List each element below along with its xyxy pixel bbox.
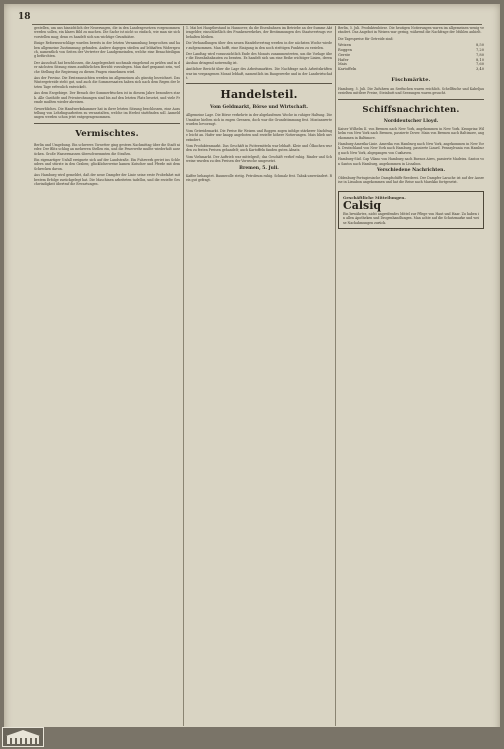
- paragraph: Vom Getreidemarkt. Die Preise für Weizen und Roggen zogen infolge stärkerer Nachfrage leicht an. Hafer war knapp angeboten und erzielte höhere Notierungen. Mais blieb unverändert.: [186, 128, 332, 142]
- paragraph: Berlin, 5. Juli. Produktenbörse. Die heutigen Notierungen waren im allgemeinen wenig verändert. Das Angebot in Weizen war gering, während die Nachfrage der Mühlen anhielt.: [338, 26, 484, 35]
- price-row: [338, 67, 484, 72]
- ad-label: Geschäftliche Mitteilungen.: [343, 194, 406, 200]
- price-value: 7,20: [475, 48, 484, 53]
- top-rule: [32, 24, 482, 25]
- price-item: Mais: [338, 62, 347, 67]
- paragraph: Hamburg, 5. Juli. Die Zufuhren an Seefischen waren reichlich. Schellfische und Kabeljau erzielten mittlere Preise, Steinbutt und Seezungen waren gesucht.: [338, 87, 484, 96]
- paragraph: Berlin und Umgebung. Ein schweres Unwetter ging gestern Nachmittag über die Stadt nieder. Der Blitz schlug an mehreren Stellen ein, und die Feuerwehr mußte wiederholt ausrücken. Große Wassermassen überschwemmten die Straßen.: [34, 142, 180, 156]
- column-2: [186, 26, 332, 726]
- paragraph: Die Tagespreise für Getreide sind:: [338, 36, 394, 41]
- paragraph: Hamburg-Süd. Cap Vilano von Hamburg nach Buenos Aires, passierte Madeira. Santos von Santos nach Hamburg, angekommen in Lissabon.: [338, 157, 484, 166]
- advertisement-box: [338, 191, 484, 229]
- ad-title: Calsiq: [343, 198, 382, 212]
- section-subheading: Verschiedene Nachrichten.: [376, 168, 446, 174]
- price-list: [338, 43, 484, 72]
- paragraph: 1. Mai bei Hauptbestand in Hannover, da die Eisenbahnen im Betriebe an der Summe Aktiengelder, einschließlich des Frankenverkehrs, der Bestimmungen des Staatsvertrags vorbehalten bleiben.: [186, 26, 332, 39]
- section-heading-fischmaerkte: Fischmärkte.: [391, 77, 431, 83]
- paragraph: Allgemeine Lage. Die Börse verkehrte in der abgelaufenen Woche in ruhiger Haltung. Die Umsätze hielten sich in engen Grenzen, doch war die Grundstimmung fest. Montanwerte wurden bevorzugt.: [186, 113, 332, 127]
- price-value: 8,50: [475, 43, 484, 48]
- page-number: 18: [18, 12, 31, 22]
- section-subheading: Norddeutscher Lloyd.: [383, 118, 439, 124]
- paragraph: Hamburg-Amerika-Linie. Amerika von Hamburg nach New York, angekommen in New York. Deutschland von New York nach Hamburg, passierte Lizard. Pennsylvania von Hamburg nach New York, abgegangen von Cuxhaven.: [338, 142, 484, 155]
- paragraph: Die Verhandlungen über den neuen Handelsvertrag werden in der nächsten Woche wieder aufgenommen. Man hofft, eine Einigung in den noch strittigen Punkten zu erzielen.: [186, 41, 332, 50]
- paragraph: Aus der Provinz. Die Ernteaussichten werden im allgemeinen als günstig bezeichnet. Das Wintergetreide steht gut, und auch die Sommersaaten haben sich nach dem Regen der letzten Tage erfreulich entwickelt.: [34, 76, 180, 89]
- price-value: 8,10: [475, 57, 484, 62]
- paragraph: Vom Produktenmarkt. Das Geschäft in Futtermitteln war lebhaft. Kleie und Ölkuchen wurden zu festen Preisen gehandelt; auch Kartoffeln fanden guten Absatz.: [186, 143, 332, 153]
- price-value: 7,60: [475, 62, 484, 67]
- price-item: Weizen: [338, 43, 352, 48]
- price-item: Gerste: [338, 52, 351, 57]
- paragraph: Oldenburg-Portugiesische Dampfschiffs-Reederei. Der Dampfer Larache ist auf der Ausreise in Lissabon angekommen und hat die Reise nach Marokko fortgesetzt.: [338, 176, 484, 185]
- library-building-icon: [2, 727, 44, 747]
- column-rule: [335, 26, 336, 726]
- paragraph: Kaffee behauptet. Baumwolle stetig. Petroleum ruhig. Schmalz fest. Tabak unverändert. Reis gut gefragt.: [186, 173, 332, 182]
- paragraph: Gewerbliches. Die Handwerkskammer hat in ihrer letzten Sitzung beschlossen, eine Ausstellung von Lehrlingsarbeiten zu veranstalten, welche im Herbst stattfinden soll. Anmeldungen werden schon jetzt entgegengenommen.: [34, 106, 180, 120]
- price-value: 7,80: [475, 52, 484, 57]
- paragraph: Der Ausschuß hat beschlossen, die Angelegenheit nochmals eingehend zu prüfen und in der nächsten Sitzung einen ausführlichen Bericht vorzulegen. Man darf gespannt sein, welche Stellung die Regierung zu diesen Fragen einnehmen wird.: [34, 60, 180, 74]
- section-divider: [338, 99, 484, 100]
- newspaper-page: [4, 4, 500, 745]
- paragraph: Aus dem Erzgebirge. Der Besuch der Sommerfrischen ist in diesem Jahre besonders stark. Alle Gasthöfe und Privatwohnungen sind bis auf den letzten Platz besetzt, und viele Fremde mußten wieder abreisen.: [34, 91, 180, 105]
- paragraph: Ein eigenartiger Unfall ereignete sich auf der Landstraße. Ein Fuhrwerk geriet ins Schleudern und stürzte in den Graben; glücklicherweise kamen Kutscher und Pferde mit dem Schrecken davon.: [34, 157, 180, 171]
- paragraph: gestellen, um uns hinsichtlich der Neuerungen, die in den Landesgesetzen vorgenommen werden sollen, ein klares Bild zu machen. Die Sache ist nicht so einfach, wie man sie sich vorstellen mag; denn es handelt sich um wichtige Grundsätze.: [34, 26, 180, 39]
- section-heading-handelsteil: Handelsteil.: [220, 88, 298, 102]
- price-value: 3,40: [475, 67, 484, 72]
- column-rule: [183, 26, 184, 726]
- section-heading-schiffsnachrichten: Schiffsnachrichten.: [362, 104, 460, 115]
- paragraph: Amtlicher Bericht über die Lage des Arbeitsmarktes. Die Nachfrage nach Arbeitskräften war im vergangenen Monat lebhaft, namentlich im Baugewerbe und in der Landwirtschaft.: [186, 67, 332, 81]
- paragraph: Der Landtag wird voraussichtlich Ende des Monats zusammentreten, um die Vorlage über die Eisenbahnbauten zu beraten. Es handelt sich um eine Reihe wichtiger Linien, deren Ausbau dringend notwendig ist.: [186, 52, 332, 65]
- price-item: Hafer: [338, 57, 349, 62]
- dateline: Bremen, 5. Juli.: [239, 165, 279, 171]
- paragraph: Vom Viehmarkt. Der Auftrieb war mittelgroß; das Geschäft verlief ruhig. Rinder und Schweine wurden zu den Preisen der Vorwoche umgesetzt.: [186, 154, 332, 164]
- paragraph: Kaiser Wilhelm II. von Bremen nach New York, angekommen in New York. Kronprinz Wilhelm von New York nach Bremen, passierte Dover. Main von Bremen nach Baltimore, angekommen in Baltimore.: [338, 126, 484, 140]
- column-3: [338, 26, 484, 726]
- viewer-bottom-strip: [0, 727, 504, 749]
- paragraph: Einige Reformvorschläge wurden bereits in der letzten Versammlung besprochen und haben allgemeine Zustimmung gefunden. Andere dagegen stießen auf lebhaften Widerspruch, namentlich von Seiten der Vertreter der Landgemeinden, welche eine Benachteiligung befürchten.: [34, 41, 180, 59]
- price-item: Roggen: [338, 48, 352, 53]
- section-divider: [34, 123, 180, 124]
- section-divider: [186, 83, 332, 84]
- section-heading-vermischtes: Vermischtes.: [75, 128, 139, 139]
- column-1: [34, 26, 180, 726]
- paragraph: Aus Hamburg wird gemeldet, daß der neue Dampfer der Linie seine erste Probefahrt mit bestem Erfolge zurückgelegt hat. Die Maschinen arbeiteten tadellos, und die erzielte Geschwindigkeit übertraf die Erwartungen.: [34, 173, 180, 186]
- ad-text: Ein bewährtes, nicht angreifendes Mittel zur Pflege von Haut und Haar. Zu haben in allen Apotheken und Drogenhandlungen. Man achte auf die Schutzmarke und weise Nachahmungen zurück.: [343, 211, 479, 225]
- price-item: Kartoffeln: [338, 67, 357, 72]
- section-subheading: Vom Geldmarkt, Börse und Wirtschaft.: [210, 105, 308, 111]
